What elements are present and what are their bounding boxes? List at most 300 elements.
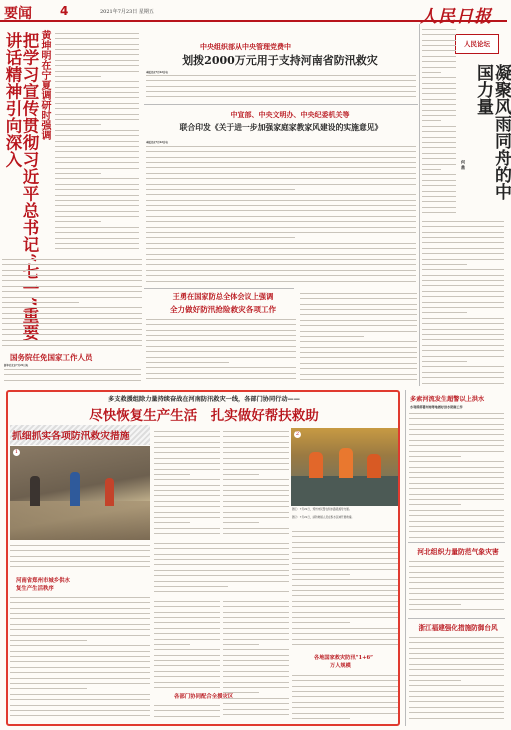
text-line (223, 471, 259, 475)
feature-body-lower-mid-2 (154, 702, 220, 722)
text-line (409, 683, 504, 687)
text-line (300, 322, 417, 326)
text-line (223, 690, 259, 694)
text-line (292, 544, 398, 548)
text-line (146, 256, 416, 260)
text-line (146, 154, 416, 158)
text-line (292, 630, 398, 634)
text-line (409, 464, 504, 468)
text-line (223, 493, 289, 497)
flood-subheadline: 水利部部署河南等地做好洪水防御工作 (410, 405, 463, 409)
text-line (223, 625, 289, 629)
text-line (422, 369, 504, 373)
text-line (154, 460, 220, 464)
text-line (146, 229, 416, 233)
text-line (10, 643, 150, 647)
text-line (223, 450, 289, 454)
text-line (2, 337, 142, 341)
left-article-lines (55, 30, 139, 255)
text-line (409, 656, 504, 660)
text-line (409, 699, 504, 703)
feature-headline: 尽快恢复生产生活 扎实做好帮扶救助 (89, 408, 319, 424)
text-line (154, 614, 220, 618)
typhoon-headline: 浙江福建强化措施防御台风 (418, 624, 498, 632)
hebei-headline: 河北组织力量防范气象灾害 (417, 548, 499, 556)
text-line (292, 715, 350, 719)
text-line (146, 338, 296, 342)
text-line (154, 551, 289, 555)
text-line (409, 590, 504, 594)
text-line (422, 283, 504, 287)
text-line (154, 525, 220, 529)
text-line (223, 668, 289, 672)
text-line (154, 598, 220, 602)
flood-body (409, 410, 504, 540)
text-line (154, 482, 220, 486)
text-line (55, 170, 101, 174)
text-line (409, 502, 461, 506)
text-line (10, 659, 150, 663)
text-line (10, 632, 150, 636)
text-line (154, 603, 220, 607)
text-line (10, 558, 150, 562)
text-line (2, 342, 142, 346)
text-line (10, 713, 150, 717)
text-line (422, 342, 504, 346)
text-line (409, 634, 504, 638)
text-line (55, 30, 139, 34)
text-line (409, 709, 504, 713)
text-line (10, 621, 150, 625)
text-line (2, 321, 142, 325)
text-line (292, 587, 398, 591)
text-line (223, 700, 289, 704)
text-line (154, 578, 289, 582)
issue-date: 2021年7月23日 星期五 (100, 9, 154, 15)
text-line (422, 240, 504, 244)
text-line (55, 246, 139, 250)
text-line (2, 267, 142, 271)
text-line (2, 272, 142, 276)
text-line (146, 365, 296, 369)
joint-eyebrow: 中宣部、中央文明办、中央纪委机关等 (230, 110, 350, 119)
text-line (422, 374, 504, 378)
text-line (154, 477, 220, 481)
text-line (223, 503, 289, 507)
text-line (292, 603, 398, 607)
text-line (292, 560, 398, 564)
text-line (422, 69, 441, 73)
text-line (422, 199, 456, 203)
text-line (154, 620, 220, 624)
text-line (409, 639, 504, 643)
text-line (146, 197, 416, 201)
feature-section-bar (10, 425, 150, 445)
text-line (154, 609, 220, 613)
text-line (223, 647, 289, 651)
text-line (55, 100, 139, 104)
text-line (223, 657, 289, 661)
text-line (292, 614, 398, 618)
text-line (146, 316, 296, 320)
feature-body-right (292, 528, 398, 652)
text-line (55, 57, 139, 61)
text-line (422, 26, 456, 30)
text-line (223, 652, 289, 656)
text-line (55, 197, 139, 201)
text-line (154, 493, 220, 497)
text-line (422, 123, 456, 127)
text-line (10, 547, 150, 551)
commentary-badge (455, 34, 499, 54)
text-line (10, 616, 150, 620)
party-fund-dateline: 本报北京7月22日电 (146, 71, 168, 74)
text-line (409, 426, 504, 430)
text-line (223, 711, 289, 715)
text-line (146, 332, 296, 336)
text-line (292, 571, 350, 575)
text-line (154, 466, 220, 470)
feature-subhead-3b: 万人规模 (330, 663, 351, 669)
text-line (422, 107, 456, 111)
text-line (146, 359, 229, 363)
text-line (422, 288, 504, 292)
text-line (422, 118, 441, 122)
text-line (422, 299, 504, 303)
text-line (55, 35, 139, 39)
text-line (223, 525, 289, 529)
text-line (146, 175, 416, 179)
text-line (409, 563, 504, 567)
text-line (300, 306, 417, 310)
text-line (146, 208, 416, 212)
text-line (55, 229, 139, 233)
text-line (154, 487, 220, 491)
feature-body-col-1 (154, 428, 220, 540)
text-line (154, 673, 220, 677)
divider (144, 104, 418, 105)
text-line (292, 677, 398, 681)
text-line (10, 686, 87, 690)
text-line (422, 353, 504, 357)
party-fund-headline: 划拨2000万元用于支持河南省防汛救灾 (182, 54, 378, 67)
text-line (154, 428, 220, 432)
text-line (2, 256, 142, 260)
text-line (10, 707, 150, 711)
text-line (4, 366, 141, 370)
text-line (10, 605, 150, 609)
feature-body-lower-right (223, 598, 289, 722)
text-line (154, 641, 190, 645)
text-line (154, 652, 220, 656)
feature-body-lower-left-2 (10, 594, 150, 722)
feature-subhead-1b: 复生产生活秩序 (16, 586, 54, 592)
text-line (409, 666, 504, 670)
text-line (409, 693, 504, 697)
text-line (223, 428, 289, 432)
photo-number-marker: 2 (295, 431, 300, 437)
appointment-body-lines (4, 366, 141, 386)
text-line (2, 288, 142, 292)
text-line (422, 134, 456, 138)
text-line (55, 95, 139, 99)
text-line (422, 128, 456, 132)
text-line (422, 101, 456, 105)
text-line (409, 448, 504, 452)
text-line (146, 192, 416, 196)
text-line (10, 691, 150, 695)
text-line (154, 520, 190, 524)
text-line (409, 688, 504, 692)
text-line (300, 355, 417, 359)
text-line (55, 154, 139, 158)
joint-headline: 联合印发《关于进一步加强家庭家教家风建设的实施意见》 (179, 123, 383, 132)
text-line (146, 83, 416, 87)
text-line (422, 182, 456, 186)
text-line (422, 209, 456, 213)
text-line (146, 148, 416, 152)
text-line (292, 699, 398, 703)
text-line (300, 339, 417, 343)
text-line (154, 540, 289, 544)
text-line (55, 235, 139, 239)
feature-section-label: 抓细抓实各项防汛救灾措施 (12, 431, 130, 442)
text-line (409, 432, 504, 436)
text-line (223, 439, 289, 443)
text-line (422, 37, 456, 41)
text-line (409, 512, 504, 516)
text-line (146, 240, 416, 244)
text-line (422, 150, 456, 154)
text-line (146, 267, 416, 271)
feature-body-lower-mid (154, 598, 220, 690)
text-line (409, 507, 504, 511)
text-line (55, 219, 101, 223)
text-line (10, 553, 150, 557)
text-line (422, 48, 456, 52)
text-line (422, 80, 456, 84)
text-line (55, 111, 139, 115)
text-line (223, 460, 289, 464)
text-line (146, 72, 416, 76)
text-line (422, 75, 456, 79)
feature-subhead-3: 各地国家救灾防汛“1+6” (314, 655, 374, 661)
text-line (146, 224, 416, 228)
text-line (55, 46, 139, 50)
text-line (292, 620, 350, 624)
text-line (154, 439, 220, 443)
text-line (422, 91, 456, 95)
text-line (300, 371, 417, 375)
text-line (146, 77, 416, 81)
text-line (223, 466, 289, 470)
text-line (300, 295, 417, 299)
text-line (146, 170, 416, 174)
text-line (300, 290, 417, 294)
text-line (422, 188, 456, 192)
text-line (409, 415, 504, 419)
text-line (223, 614, 289, 618)
feature-kicker: 多支救援组除力量持续奋战在河南防汛救灾一线，各部门协同行动—— (108, 396, 300, 403)
text-line (422, 234, 504, 238)
feature-photo-2 (291, 428, 398, 506)
text-line (55, 105, 139, 109)
text-line (10, 696, 150, 700)
text-line (154, 657, 220, 661)
text-line (2, 326, 142, 330)
text-line (154, 589, 289, 593)
text-line (300, 344, 417, 348)
feature-body-right-2 (292, 672, 398, 722)
text-line (55, 203, 139, 207)
text-line (292, 550, 398, 554)
text-line (146, 348, 296, 352)
text-line (422, 64, 456, 68)
text-line (146, 202, 416, 206)
text-line (422, 204, 456, 208)
text-line (154, 562, 289, 566)
text-line (154, 509, 220, 513)
text-line (2, 294, 142, 298)
text-line (422, 229, 504, 233)
text-line (146, 278, 416, 282)
text-line (146, 143, 416, 147)
text-line (55, 143, 139, 147)
commentary-author: 何 鼎 (461, 160, 466, 170)
photo-caption-1: 图①：7月22日，郑州市民警在积水路段疏导交通。 (292, 508, 352, 511)
text-line (2, 283, 142, 287)
text-line (409, 569, 504, 573)
text-line (300, 301, 417, 305)
headline-kicker: 黄坤明在宁夏调研时强调 (39, 30, 50, 140)
text-line (300, 365, 417, 369)
text-line (10, 626, 150, 630)
text-line (223, 679, 289, 683)
text-line (223, 444, 289, 448)
text-line (55, 159, 139, 163)
text-line (409, 480, 504, 484)
text-line (422, 193, 456, 197)
flood-headline: 多索河流发生超警以上洪水 (410, 396, 485, 403)
divider (144, 288, 294, 289)
text-line (154, 679, 220, 683)
text-line (10, 653, 150, 657)
text-line (422, 58, 456, 62)
text-line (292, 577, 398, 581)
text-line (154, 471, 190, 475)
text-line (422, 358, 467, 362)
military-subheadline: 全力做好防汛抢险救灾各项工作 (169, 305, 277, 314)
text-line (422, 166, 441, 170)
text-line (146, 272, 416, 276)
text-line (409, 469, 504, 473)
text-line (223, 598, 289, 602)
text-line (422, 331, 504, 335)
text-line (10, 637, 87, 641)
divider (408, 618, 505, 619)
text-line (409, 475, 504, 479)
text-line (10, 664, 150, 668)
text-line (300, 360, 417, 364)
text-line (10, 599, 150, 603)
text-line (422, 380, 504, 384)
text-line (10, 594, 150, 598)
text-line (422, 223, 504, 227)
text-line (409, 704, 504, 708)
text-line (292, 528, 398, 532)
text-line (146, 159, 416, 163)
text-line (146, 165, 416, 169)
divider (405, 390, 406, 726)
text-line (409, 485, 504, 489)
text-line (223, 641, 259, 645)
text-line (146, 251, 416, 255)
text-line (154, 567, 289, 571)
text-line (55, 224, 139, 228)
text-line (154, 630, 220, 634)
text-line (292, 582, 398, 586)
text-line (292, 609, 398, 613)
text-line (422, 337, 504, 341)
text-line (292, 672, 398, 676)
text-line (55, 79, 139, 83)
text-line (409, 580, 504, 584)
military-headline: 王勇在国家防总全体会议上强调 (172, 292, 274, 301)
text-line (292, 593, 398, 597)
text-line (292, 683, 398, 687)
text-line (10, 542, 150, 546)
text-line (55, 132, 139, 136)
text-line (409, 715, 504, 719)
text-line (154, 684, 220, 688)
text-line (10, 564, 150, 568)
text-line (223, 498, 289, 502)
text-line (223, 636, 289, 640)
text-line (146, 94, 416, 98)
text-line (422, 96, 456, 100)
text-line (409, 596, 504, 600)
text-line (55, 73, 101, 77)
text-line (292, 636, 398, 640)
page-section-name: 要闻 (4, 6, 32, 22)
text-line (223, 609, 289, 613)
text-line (223, 433, 289, 437)
text-line (300, 317, 417, 321)
text-line (422, 315, 504, 319)
text-line (409, 410, 504, 414)
text-line (154, 647, 220, 651)
text-line (300, 328, 417, 332)
text-line (422, 277, 504, 281)
text-line (409, 529, 504, 533)
text-line (154, 450, 220, 454)
text-line (55, 165, 139, 169)
text-line (2, 261, 142, 265)
text-line (55, 176, 139, 180)
text-line (223, 520, 259, 524)
text-line (55, 68, 139, 72)
feature-body-col-2 (223, 428, 289, 540)
text-line (154, 530, 220, 534)
text-line (146, 262, 416, 266)
text-line (223, 530, 289, 534)
text-line (422, 267, 504, 271)
text-line (223, 620, 289, 624)
text-line (146, 235, 295, 239)
text-line (422, 261, 467, 265)
left-article-lines-2 (2, 256, 142, 352)
text-line (223, 455, 289, 459)
